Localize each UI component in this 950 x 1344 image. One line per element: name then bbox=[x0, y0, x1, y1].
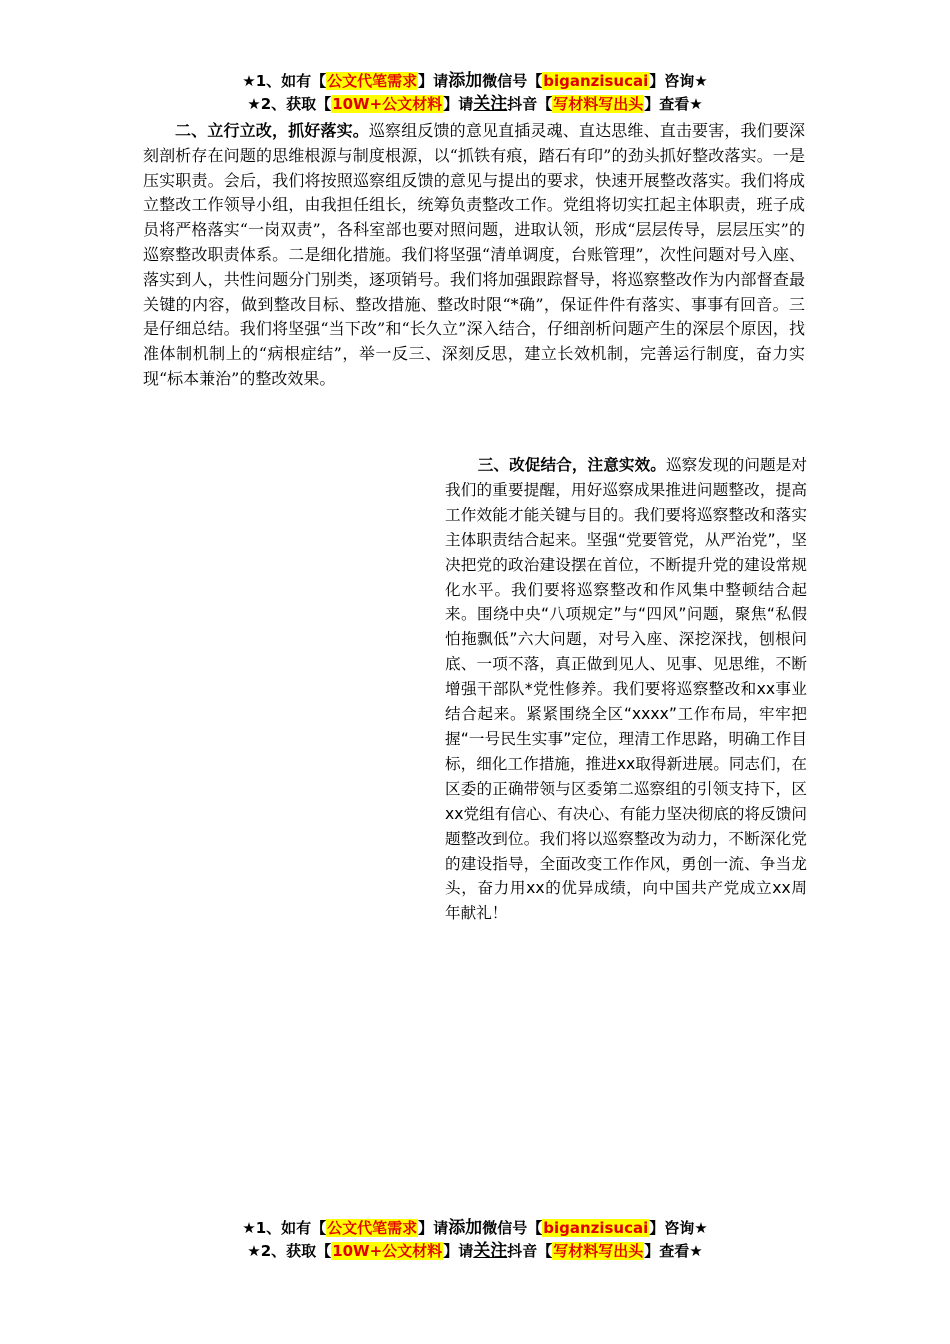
section-two-body: 巡察组反馈的意见直插灵魂、直达思维、直击要害，我们要深刻剖析存在问题的思维根源与制度根源，以“抓铁有痕，踏石有印”的劲头抓好整改落实。一是压实职责。会后，我们将按照巡察组反馈的意见与提出的要求，快速开展整改落实。我们将成立整改工作领导小组，由我担任组长，统筹负责整改工作。党组将切实扛起主体职责，班子成员将严格落实“一岗双责”，各科室部也要对照问题，进取认领，形成“层层传导，层层压实”的巡察整改职责体系。二是细化措施。我们将坚强“清单调度，台账管理”，次性问题对号入座、落实到人，共性问题分门别类，逐项销号。我们将加强跟踪督导，将巡察整改作为内部督查最关键的内容，做到整改目标、整改措施、整改时限“*确”，保证件件有落实、事事有回音。三是仔细总结。我们将坚强“当下改”和“长久立”深入结合，仔细剖析问题产生的深层个原因，找准体制机制上的“病根症结”，举一反三、深刻反思，建立长效机制，完善运行制度，奋力实现“标本兼治”的整改效果。 bbox=[143, 121, 805, 388]
banner-emphasis: 添加 bbox=[448, 71, 483, 91]
banner-highlight-douyin: 写材料写出头 bbox=[553, 1242, 644, 1260]
banner-text: 】请 bbox=[443, 95, 474, 113]
banner-text: 】请 bbox=[418, 72, 449, 90]
banner-highlight-douyin: 写材料写出头 bbox=[553, 95, 644, 113]
banner-highlight: 公文代笔需求 bbox=[327, 72, 418, 90]
banner-text: 】查看★ bbox=[644, 95, 703, 113]
banner-text: 抖音【 bbox=[507, 95, 553, 113]
banner-text: 微信号【 bbox=[482, 72, 543, 90]
banner-highlight: 10W+公文材料 bbox=[332, 1242, 443, 1260]
section-three-heading: 三、改促结合，注意实效。 bbox=[477, 456, 666, 474]
banner-highlight: 10W+公文材料 bbox=[332, 95, 443, 113]
banner-text: ★1、如有【 bbox=[242, 72, 327, 90]
section-two-paragraph bbox=[143, 119, 805, 392]
banner-highlight-wechat-id: biganzisucai bbox=[543, 1219, 649, 1237]
section-three-paragraph bbox=[445, 453, 807, 926]
banner-text: 微信号【 bbox=[482, 1219, 543, 1237]
footer-banner bbox=[0, 1217, 950, 1263]
banner-text: ★2、获取【 bbox=[247, 95, 332, 113]
banner-line-1 bbox=[0, 70, 950, 93]
banner-text: 】咨询★ bbox=[649, 1219, 708, 1237]
banner-text: 】咨询★ bbox=[649, 72, 708, 90]
banner-highlight: 公文代笔需求 bbox=[327, 1219, 418, 1237]
header-banner bbox=[0, 70, 950, 116]
banner-text: ★1、如有【 bbox=[242, 1219, 327, 1237]
banner-text: 】请 bbox=[443, 1242, 474, 1260]
banner-line-2 bbox=[0, 1240, 950, 1263]
section-three-body: 巡察发现的问题是对我们的重要提醒，用好巡察成果推进问题整改，提高工作效能才能关键与目的。我们要将巡察整改和落实主体职责结合起来。坚强“党要管党，从严治党”，坚决把党的政治建设摆在首位，不断提升党的建设常规化水平。我们要将巡察整改和作风集中整顿结合起来。围绕中央“八项规定”与“四风”问题，聚焦“私假怕拖飘低”六大问题，对号入座、深挖深找，刨根问底、一项不落，真正做到见人、见事、见思维，不断增强干部队*党性修养。我们要将巡察整改和xx事业结合起来。紧紧围绕全区“xxxx”工作布局，牢牢把握“一号民生实事”定位，理清工作思路，明确工作目标，细化工作措施，推进xx取得新进展。同志们，在区委的正确带领与区委第二巡察组的引领支持下，区xx党组有信心、有决心、有能力坚决彻底的将反馈问题整改到位。我们将以巡察整改为动力，不断深化党的建设指导，全面改变工作作风，勇创一流、争当龙头，奋力用xx的优异成绩，向中国共产党成立xx周年献礼！ bbox=[445, 456, 807, 923]
banner-emphasis: 添加 bbox=[448, 1218, 483, 1238]
banner-emphasis: 关注 bbox=[473, 94, 508, 114]
banner-text: ★2、获取【 bbox=[247, 1242, 332, 1260]
banner-text: 】查看★ bbox=[644, 1242, 703, 1260]
banner-line-2 bbox=[0, 93, 950, 116]
banner-highlight-wechat-id: biganzisucai bbox=[543, 72, 649, 90]
banner-line-1 bbox=[0, 1217, 950, 1240]
banner-emphasis: 关注 bbox=[473, 1241, 508, 1261]
section-two-heading: 二、立行立改，抓好落实。 bbox=[175, 121, 369, 140]
banner-text: 抖音【 bbox=[507, 1242, 553, 1260]
banner-text: 】请 bbox=[418, 1219, 449, 1237]
